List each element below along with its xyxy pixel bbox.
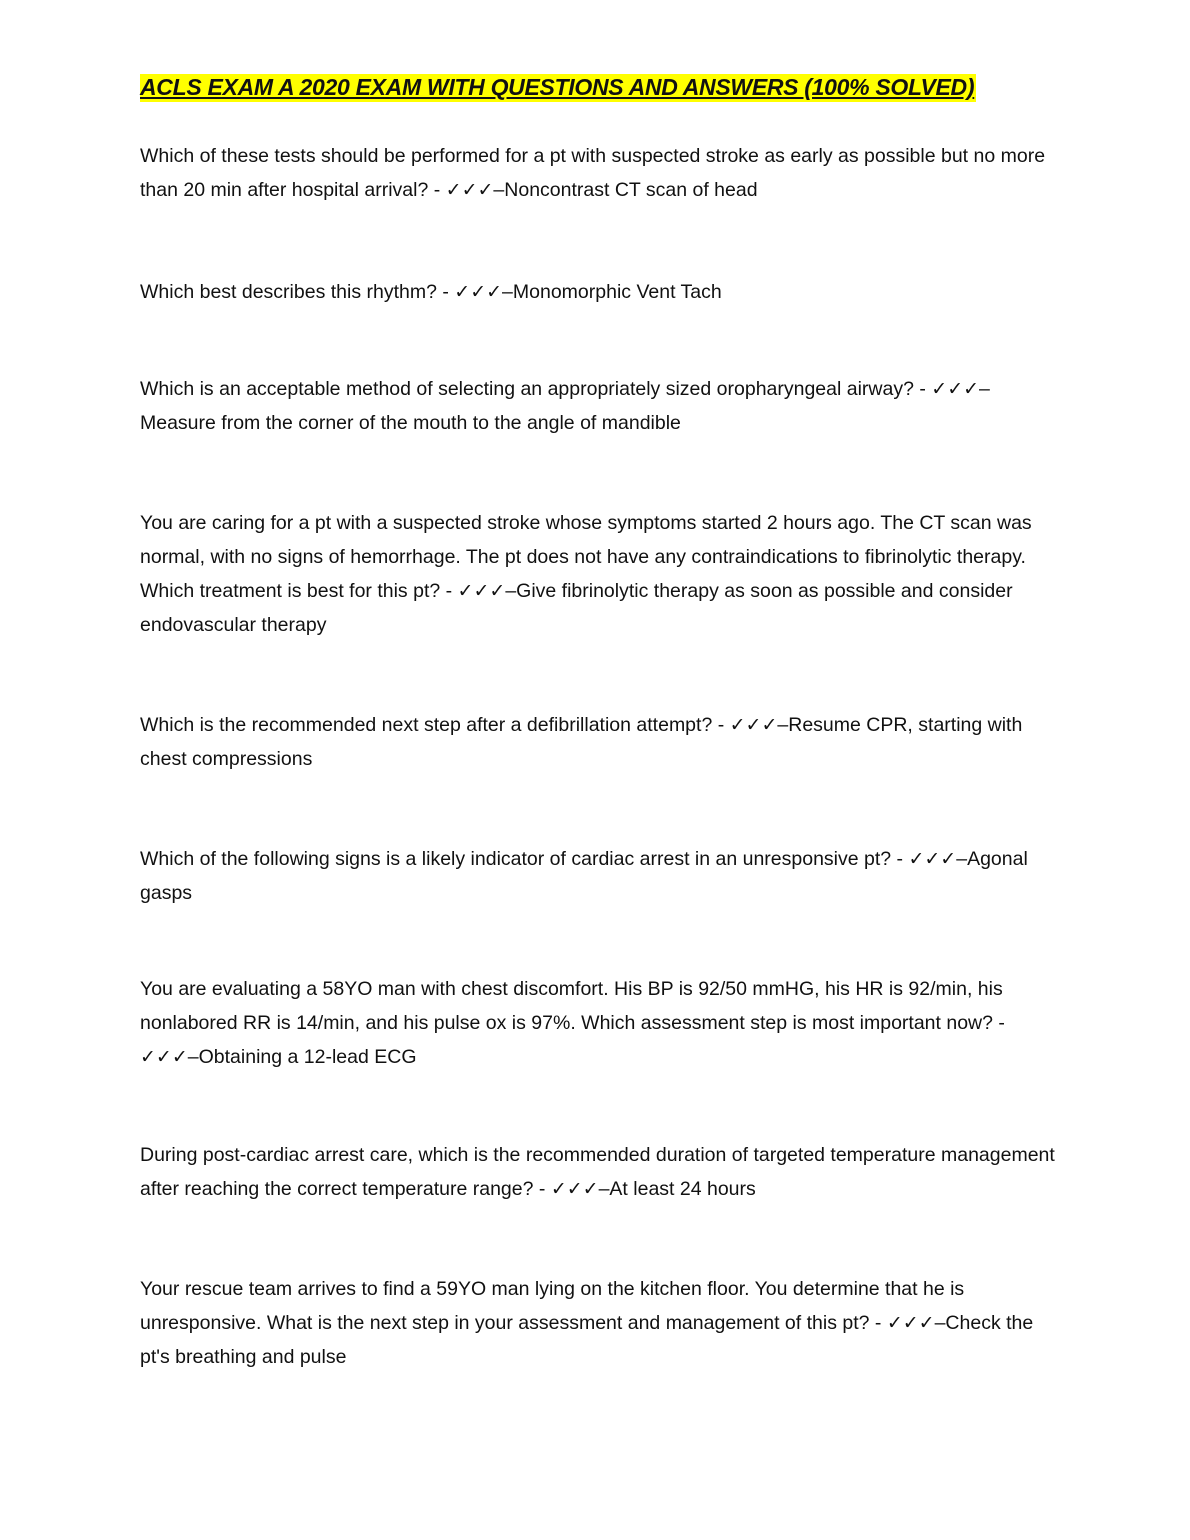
question-text: You are evaluating a 58YO man with chest discomfort. His BP is 92/50 mmHG, his HR is 92/min, his nonlabored RR is 14/min, and his pulse ox is 97%. Which assessment step is most important now? -: [140, 978, 1005, 1034]
answer-text: –Give fibrinolytic therapy as soon as possible and consider endovascular therapy: [140, 580, 1013, 636]
question-text: Which is the recommended next step after a defibrillation attempt? -: [140, 714, 725, 736]
question-text: Which best describes this rhythm? -: [140, 281, 449, 303]
qa-item-2: [140, 275, 1055, 309]
checkmark-icon: ✓✓✓: [729, 714, 778, 736]
qa-item-7: [140, 972, 1055, 1074]
checkmark-icon: ✓✓✓: [908, 848, 957, 870]
answer-text: –Check the pt's breathing and pulse: [140, 1312, 1034, 1368]
answer-text: –Resume CPR, starting with chest compressions: [140, 714, 1023, 770]
document-title: [140, 72, 976, 102]
checkmark-icon: ✓✓✓: [931, 378, 980, 400]
qa-item-3: [140, 372, 1055, 440]
checkmark-icon: ✓✓✓: [457, 580, 506, 602]
answer-text: –Measure from the corner of the mouth to the angle of mandible: [140, 378, 990, 434]
answer-text: –At least 24 hours: [598, 1178, 756, 1200]
qa-item-6: [140, 842, 1055, 910]
checkmark-icon: ✓✓✓: [886, 1312, 935, 1334]
checkmark-icon: ✓✓✓: [454, 281, 503, 303]
question-text: Which of the following signs is a likely indicator of cardiac arrest in an unresponsive pt? -: [140, 848, 904, 870]
question-text: Which of these tests should be performed for a pt with suspected stroke as early as possible but no more than 20 min after hospital arrival? -: [140, 145, 1046, 201]
qa-item-9: [140, 1272, 1055, 1374]
question-text: You are caring for a pt with a suspected stroke whose symptoms started 2 hours ago. The CT scan was normal, with no signs of hemorrhage. The pt does not have any contraindications to fibrinolytic therapy. Which treatment is best for this pt? -: [140, 512, 1032, 602]
qa-item-1: [140, 139, 1055, 207]
answer-text: –Obtaining a 12-lead ECG: [187, 1046, 417, 1068]
document-title-highlight: ACLS EXAM A 2020 EXAM WITH QUESTIONS AND ANSWERS (100% SOLVED): [140, 74, 975, 100]
qa-item-8: [140, 1138, 1055, 1206]
question-text: During post-cardiac arrest care, which is the recommended duration of targeted temperature management after reaching the correct temperature range? -: [140, 1144, 1055, 1200]
checkmark-icon: ✓✓✓: [445, 179, 494, 201]
qa-item-5: [140, 708, 1055, 776]
qa-item-4: [140, 506, 1055, 642]
answer-text: –Agonal gasps: [140, 848, 1028, 904]
question-text: Which is an acceptable method of selecting an appropriately sized oropharyngeal airway? -: [140, 378, 926, 400]
checkmark-icon: ✓✓✓: [550, 1178, 599, 1200]
answer-text: –Noncontrast CT scan of head: [493, 179, 758, 201]
checkmark-icon: ✓✓✓: [140, 1046, 188, 1068]
question-text: Your rescue team arrives to find a 59YO man lying on the kitchen floor. You determine that he is unresponsive. What is the next step in your assessment and management of this pt? -: [140, 1278, 965, 1334]
answer-text: –Monomorphic Vent Tach: [502, 281, 722, 303]
